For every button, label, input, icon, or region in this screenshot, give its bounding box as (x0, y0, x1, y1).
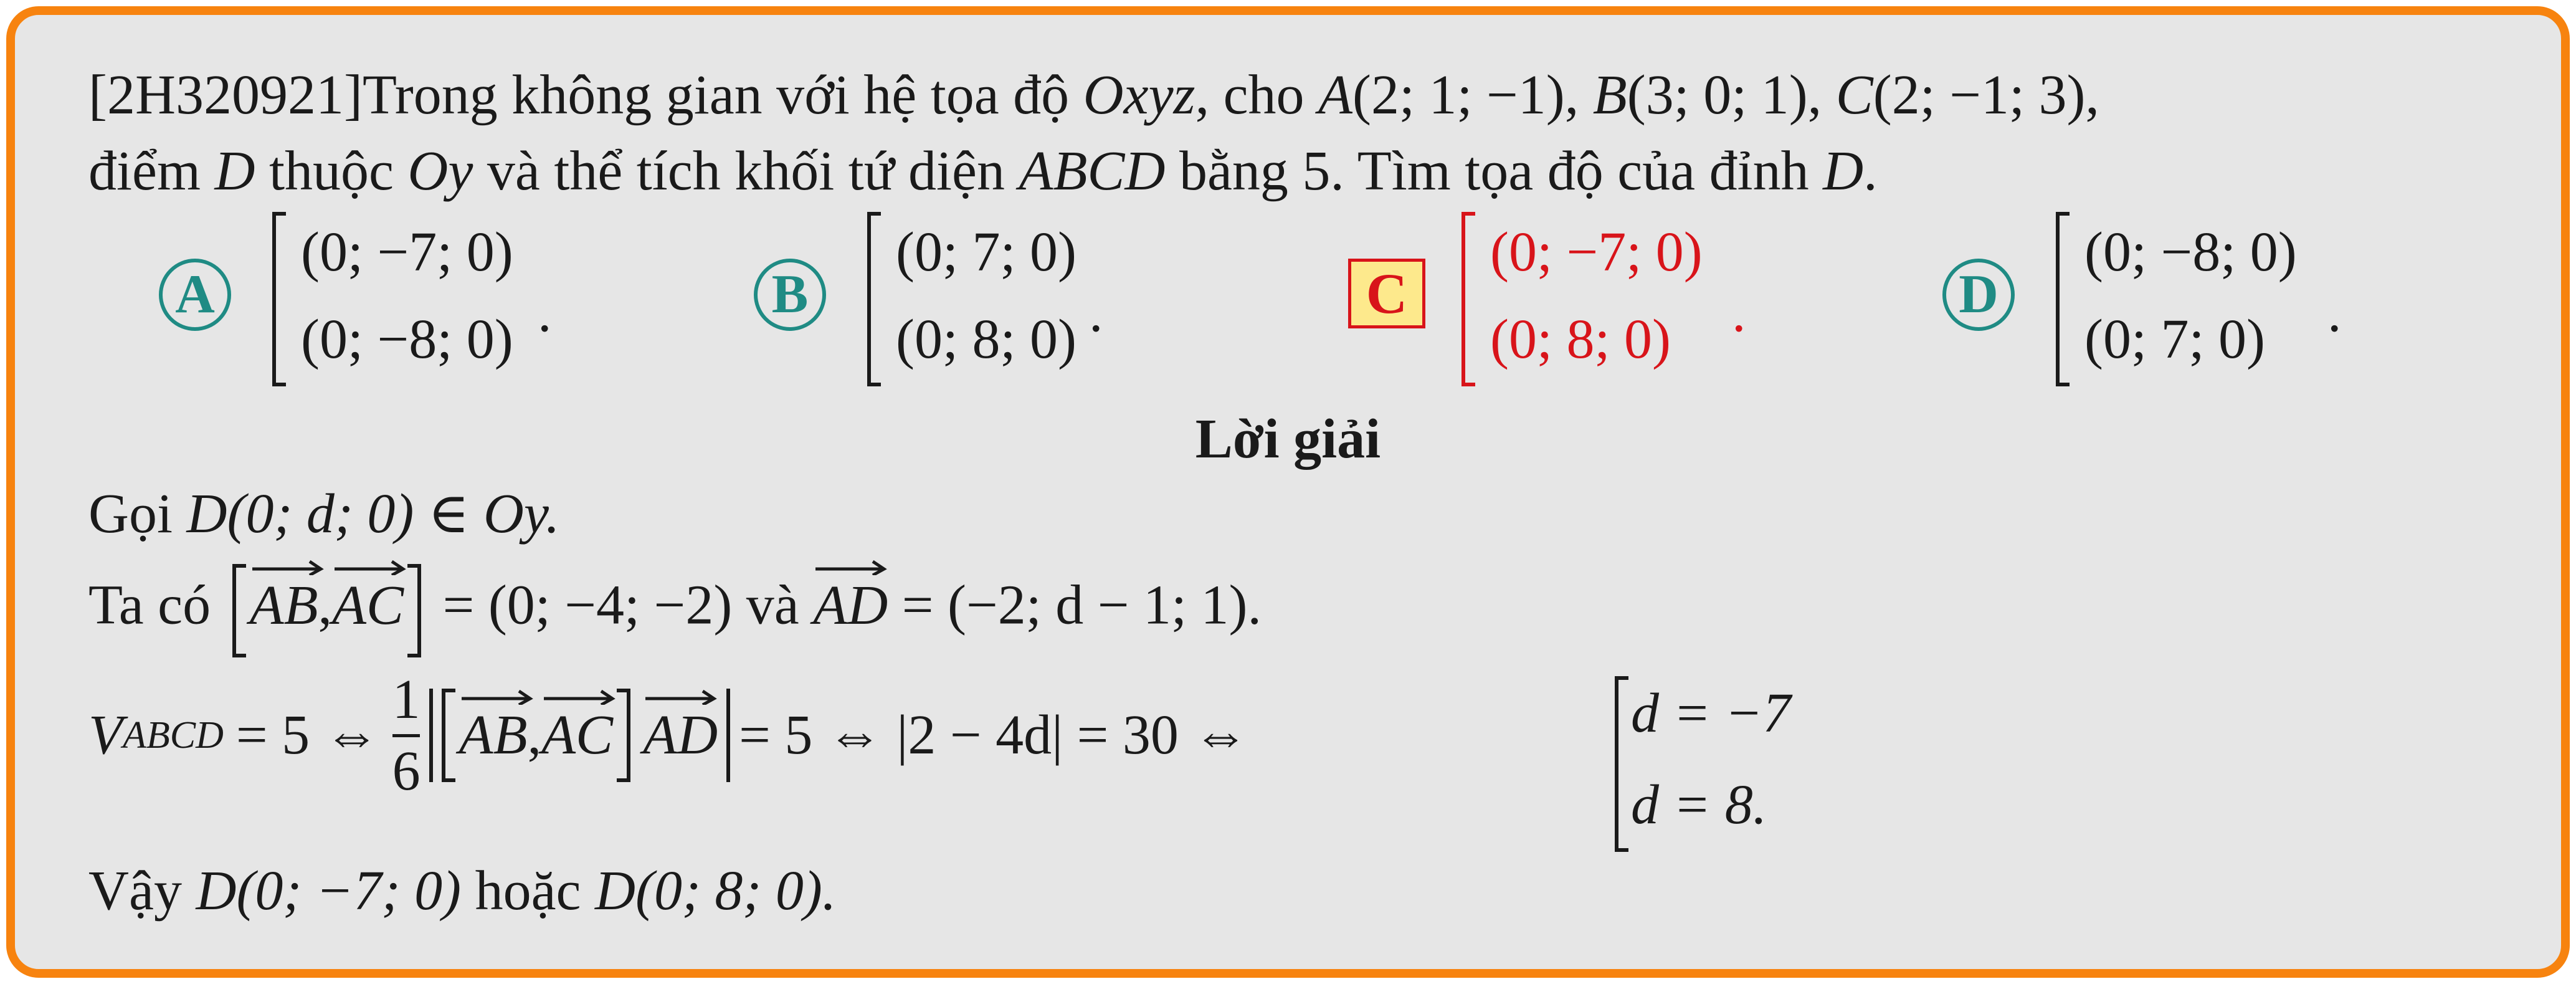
point-d-2: D (1823, 140, 1864, 202)
step3-eq: = 5 ⇔ (235, 704, 380, 766)
cases-bracket (1615, 676, 1628, 852)
solution-heading: Lời giải (1195, 408, 1381, 470)
point-a-coords: (2; 1; −1), (1352, 64, 1579, 126)
option-c-bracket (1461, 212, 1475, 386)
vector-ad-text: AD (813, 574, 888, 636)
point-b-coords: (3; 0; 1), (1627, 64, 1822, 126)
solution-conclusion (88, 860, 837, 922)
cross-product-left-bracket (232, 564, 246, 657)
option-d-bracket (2056, 212, 2070, 386)
step3-eq2: = 5 ⇔ |2 − 4d| = 30 ⇔ (739, 704, 1249, 766)
vector-ab-text: AB (249, 574, 318, 636)
answer-1: D(0; −7; 0) (196, 860, 462, 922)
fraction-numerator: 1 (392, 668, 421, 730)
option-a-label: A (159, 259, 231, 331)
option-c-row1: (0; −7; 0) (1490, 221, 1703, 283)
frame-name: Oxyz (1083, 64, 1195, 126)
option-d-row1: (0; −8; 0) (2084, 221, 2297, 283)
solution-step-2 (88, 564, 1262, 657)
option-d-row2: (0; 7; 0) (2084, 308, 2265, 370)
vector-ad-2 (643, 704, 718, 766)
vector-comma-2: , (527, 704, 542, 766)
volume-subscript: ABCD (122, 714, 224, 757)
option-c-period: . (1732, 282, 1746, 343)
option-d-period: . (2327, 282, 2342, 343)
question-end: . (1863, 140, 1878, 202)
mixed-left-bracket (442, 689, 455, 782)
mixed-right-bracket (617, 689, 630, 782)
question-text-4: thuộc (269, 140, 394, 202)
step2-eq2: = (−2; d − 1; 1). (901, 574, 1262, 636)
point-c-coords: (2; −1; 3), (1873, 64, 2099, 126)
vector-ad (813, 574, 888, 636)
option-d-label: D (1942, 259, 2015, 331)
point-a: A (1318, 64, 1353, 126)
option-a-row1: (0; −7; 0) (301, 221, 513, 283)
vector-ac-2-text: AC (541, 704, 614, 766)
question-text-6: bằng 5. Tìm tọa độ của đỉnh (1179, 140, 1809, 202)
step2-prefix: Ta có (88, 574, 211, 636)
question-line-2 (88, 140, 1878, 202)
option-b-bracket (867, 212, 881, 386)
question-text-3: điểm (88, 140, 201, 202)
step2-and: và (746, 574, 799, 636)
option-c-row2: (0; 8; 0) (1490, 308, 1671, 370)
volume-v: V (88, 704, 123, 766)
cross-product-right-bracket (407, 564, 421, 657)
option-b-row2: (0; 8; 0) (896, 308, 1077, 370)
point-d: D (214, 140, 255, 202)
option-b-label: B (754, 259, 826, 331)
option-b-period: . (1089, 282, 1103, 343)
option-a-period: . (538, 282, 552, 343)
vector-ac-text: AC (332, 574, 404, 636)
step1-math: D(0; d; 0) ∈ Oy. (186, 483, 560, 545)
vector-ab (249, 574, 318, 636)
option-b-row1: (0; 7; 0) (896, 221, 1077, 283)
vector-ab-2-text: AB (459, 704, 528, 766)
fraction-bar (392, 734, 420, 737)
vector-ab-2 (459, 704, 528, 766)
step1-prefix: Gọi (88, 483, 173, 545)
point-b: B (1592, 64, 1627, 126)
abs-right (726, 689, 730, 782)
vector-ac-2 (541, 704, 614, 766)
fraction-denominator: 6 (392, 740, 421, 802)
question-text: Trong không gian với hệ tọa độ (362, 64, 1070, 126)
vector-comma: , (318, 574, 333, 636)
question-text-5: và thể tích khối tứ diện (487, 140, 1005, 202)
point-c: C (1835, 64, 1873, 126)
case-1: d = −7 (1631, 682, 1791, 744)
question-line-1 (88, 64, 2099, 126)
vector-ad-2-text: AD (643, 704, 718, 766)
question-text-2: , cho (1195, 64, 1305, 126)
vector-ac (332, 574, 404, 636)
abs-left (429, 689, 433, 782)
option-a-row2: (0; −8; 0) (301, 308, 513, 370)
answer-2: D(0; 8; 0). (594, 860, 837, 922)
axis-oy: Oy (407, 140, 473, 202)
case-2: d = 8. (1631, 774, 1767, 836)
tetrahedron-name: ABCD (1019, 140, 1166, 202)
step2-eq1: = (0; −4; −2) (442, 574, 733, 636)
solution-step-1 (88, 483, 560, 545)
solution-step-3 (88, 668, 1249, 802)
conclusion-prefix: Vậy (88, 860, 182, 922)
conclusion-or: hoặc (475, 860, 581, 922)
option-a-bracket (272, 212, 286, 386)
fraction-one-sixth (392, 668, 421, 802)
option-c-label: C (1348, 259, 1425, 328)
question-code: [2H320921] (88, 64, 363, 126)
